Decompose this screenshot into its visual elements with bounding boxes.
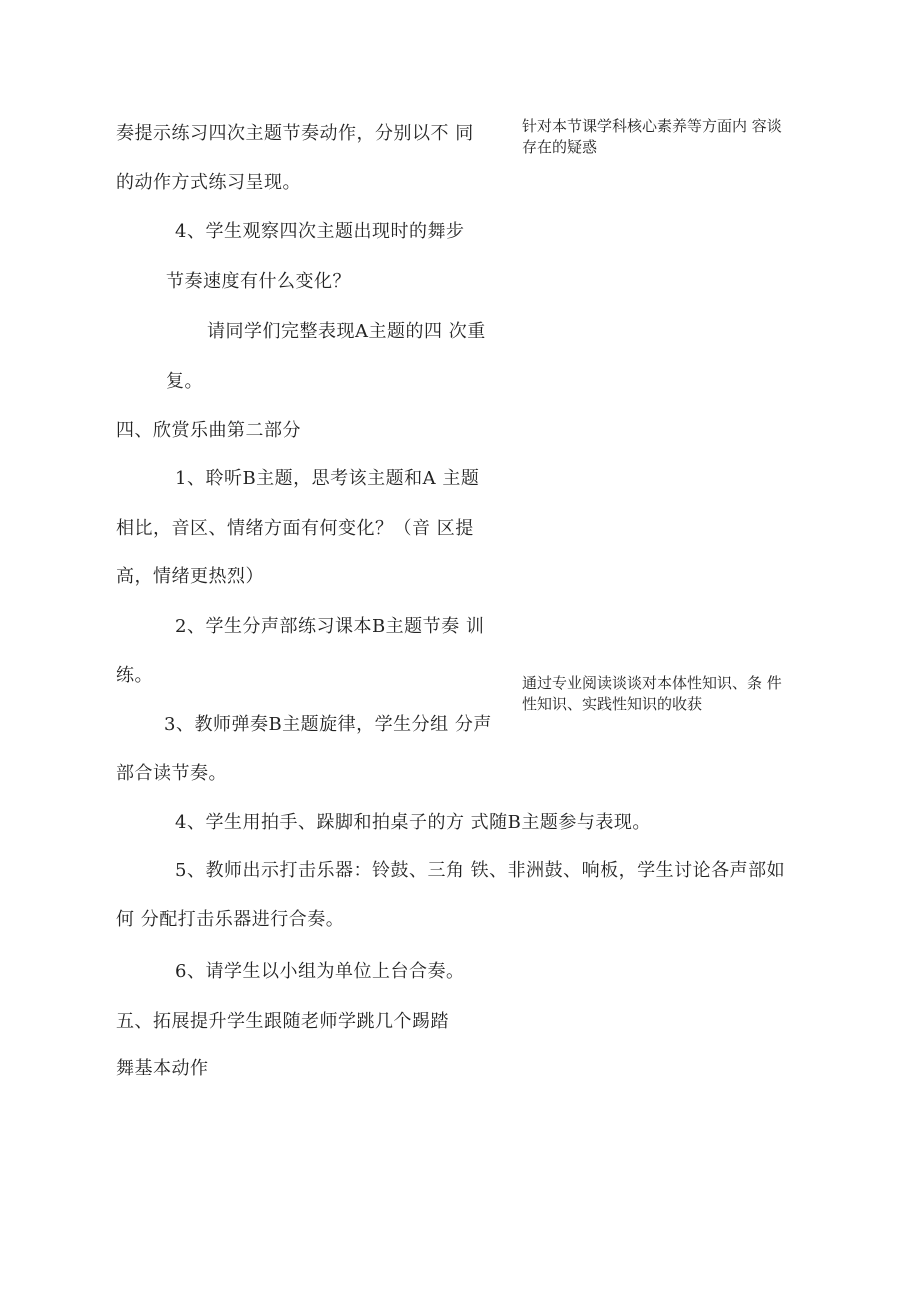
margin-note-line: 存在的疑惑 [522,138,598,156]
text-line: 4、学生观察四次主题出现时的舞步 [175,221,465,242]
text-line: 6、请学生以小组为单位上台合奏。 [175,961,465,982]
text-line: 请同学们完整表现A主题的四 次重 [207,321,486,342]
text-line: 复。 [166,371,203,392]
text-line: 3、教师弹奏B主题旋律，学生分组 分声 [164,714,492,735]
text-line: 4、学生用拍手、跺脚和拍桌子的方 式随B主题参与表现。 [175,812,651,833]
section-heading: 五、拓展提升学生跟随老师学跳几个踢踏 [116,1011,449,1032]
text-line: 奏提示练习四次主题节奏动作，分别以不 同 [116,123,474,144]
margin-note-line: 针对本节课学科核心素养等方面内 容谈 [522,117,782,135]
margin-note-line: 性知识、实践性知识的收获 [522,695,703,713]
text-line: 舞基本动作 [116,1058,209,1079]
text-line: 2、学生分声部练习课本B主题节奏 训 [175,616,485,637]
text-line: 1、聆听B主题，思考该主题和A 主题 [175,468,480,489]
section-heading: 四、欣赏乐曲第二部分 [116,420,301,441]
text-line: 高，情绪更热烈） [116,566,264,587]
text-line: 何 分配打击乐器进行合奏。 [116,909,345,930]
text-line: 节奏速度有什么变化？ [166,271,351,292]
margin-note [522,116,782,158]
text-line: 的动作方式练习呈现。 [116,172,301,193]
margin-note [522,673,782,715]
margin-note-line: 通过专业阅读谈谈对本体性知识、条 件 [522,674,782,692]
text-line: 练。 [116,665,153,686]
text-line: 5、教师出示打击乐器：铃鼓、三角 铁、非洲鼓、响板，学生讨论各声部如 [175,860,786,881]
text-line: 部合读节奏。 [116,763,227,784]
text-line: 相比，音区、情绪方面有何变化？（音 区提 [116,518,474,539]
